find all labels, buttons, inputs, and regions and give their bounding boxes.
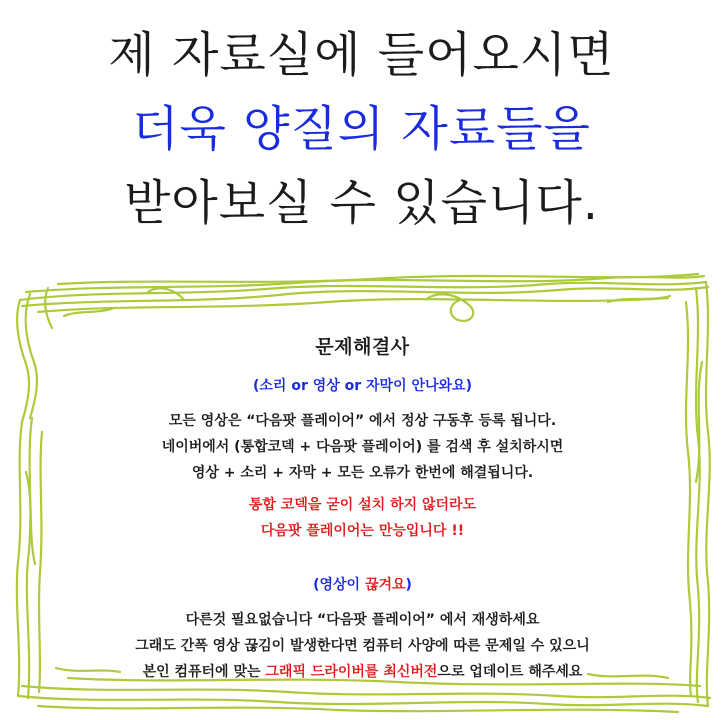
section2-subtitle-end: ) [405,577,412,593]
section2-mixed-pre: 본인 컴퓨터에 맞는 [142,664,266,680]
section2-mixed-red: 그래픽 드라이버를 최신버전 [265,664,438,680]
section1-red-line-1: 통합 코덱을 굳이 설치 하지 않더라도 [248,497,477,513]
headline-block [0,0,723,272]
section2-subtitle-red: 끊겨요 [364,577,406,593]
section1-line-3: 영상 + 소리 + 자막 + 모든 오류가 한번에 해결됩니다. [191,465,534,481]
section1-subtitle: (소리 or 영상 or 자막이 안나와요) [253,378,472,394]
section1-line-2: 네이버에서 (통합코덱 + 다음팟 플레이어) 를 검색 후 설치하시면 [161,439,564,455]
section2-subtitle [40,574,685,594]
section2-subtitle-pre: (영상이 [313,577,365,593]
section2-mixed-mid: 으로 업데이트 해주세요 [437,664,583,680]
notice-content [40,332,685,685]
headline-line-3: 받아보실 수 있습니다. [123,175,600,231]
section2-mixed-line [40,659,685,685]
section1-red-line-2: 다음팟 플레이어는 만능입니다 !! [260,523,465,539]
section1-line-1: 모든 영상은 “다음팟 플레이어” 에서 정상 구동후 등록 됩니다. [168,413,557,429]
section2-line-1: 다른것 필요없습니다 “다음팟 플레이어” 에서 재생하세요 [185,612,540,628]
section2-line-2: 그래도 간폭 영상 끊김이 발생한다면 컴퓨터 사양에 따른 문제일 수 있으니 [135,638,590,654]
spacer-2 [40,544,685,574]
headline-line-2: 더욱 양질의 자료들을 [132,101,591,157]
notice-title: 문제해결사 [315,336,410,358]
headline-line-1: 제 자료실에 들어오시면 [108,27,615,83]
